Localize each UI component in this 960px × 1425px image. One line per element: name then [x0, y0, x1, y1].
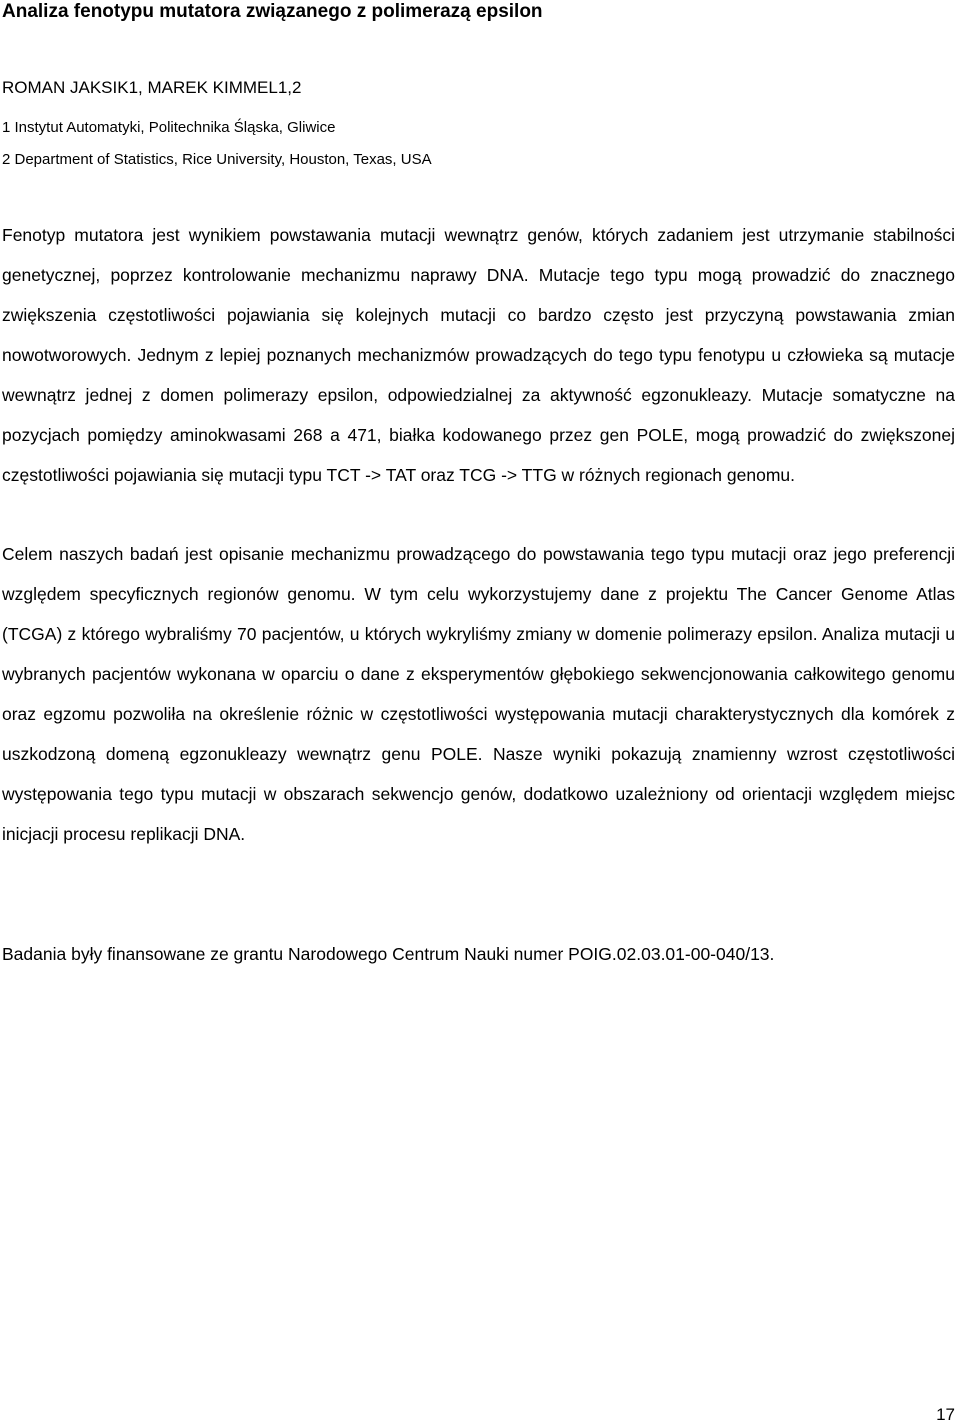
paper-title: Analiza fenotypu mutatora związanego z polimerazą epsilon — [2, 1, 543, 22]
author-list: ROMAN JAKSIK1, MAREK KIMMEL1,2 — [2, 78, 302, 97]
affiliation-2: 2 Department of Statistics, Rice University, Houston, Texas, USA — [2, 151, 432, 168]
abstract-paragraph-2: Celem naszych badań jest opisanie mechanizmu prowadzącego do powstawania tego typu mutacji oraz jego preferencji względem specyficznych regionów genomu. W tym celu wykorzystujemy dane z projektu The Cancer Genome Atlas (TCGA) z którego wybraliśmy 70 pacjentów, u których wykryliśmy zmiany w domenie polimerazy epsilon. Analiza mutacji u wybranych pacjentów wykonana w oparciu o dane z eksperymentów głębokiego sekwencjonowania całkowitego genomu oraz egzomu pozwoliła na określenie różnic w częstotliwości występowania mutacji charakterystycznych dla komórek z uszkodzoną domeną egzonukleazy wewnątrz genu POLE. Nasze wyniki pokazują znamienny wzrost częstotliwości występowania tego typu mutacji w obszarach sekwencjo genów, dodatkowo uzależniony od orientacji względem miejsc inicjacji procesu replikacji DNA. — [2, 544, 955, 844]
affiliation-1: 1 Instytut Automatyki, Politechnika Śląska, Gliwice — [2, 119, 336, 136]
funding-note: Badania były finansowane ze grantu Narodowego Centrum Nauki numer POIG.02.03.01-00-040/13. — [2, 944, 775, 964]
page-number: 17 — [936, 1405, 955, 1424]
abstract-paragraph-1: Fenotyp mutatora jest wynikiem powstawania mutacji wewnątrz genów, których zadaniem jest utrzymanie stabilności genetycznej, poprzez kontrolowanie mechanizmu naprawy DNA. Mutacje tego typu mogą prowadzić do znacznego zwiększenia częstotliwości pojawiania się kolejnych mutacji co bardzo często jest przyczyną powstawania zmian nowotworowych. Jednym z lepiej poznanych mechanizmów prowadzących do tego typu fenotypu u człowieka są mutacje wewnątrz jednej z domen polimerazy epsilon, odpowiedzialnej za aktywność egzonukleazy. Mutacje somatyczne na pozycjach pomiędzy aminokwasami 268 a 471, białka kodowanego przez gen POLE, mogą prowadzić do zwiększonej częstotliwości pojawiania się mutacji typu TCT -> TAT oraz TCG -> TTG w różnych regionach genomu. — [2, 225, 955, 485]
